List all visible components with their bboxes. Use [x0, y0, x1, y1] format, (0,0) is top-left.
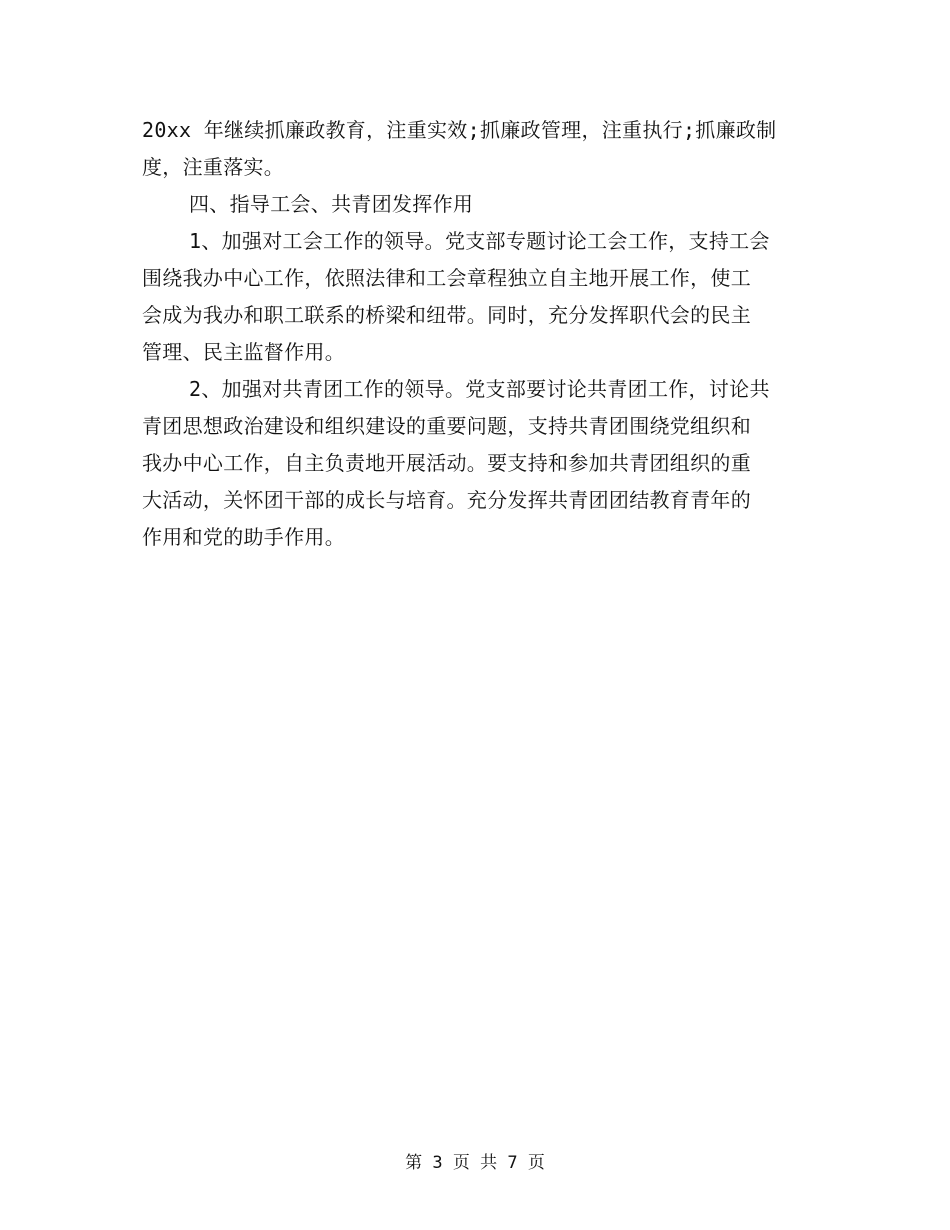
section-heading: [142, 186, 810, 223]
page-number-footer: 第 3 页 共 7 页: [405, 1153, 545, 1173]
text-line: 作用和党的助手作用。: [142, 525, 345, 549]
text-line: 20xx 年继续抓廉政教育，注重实效;抓廉政管理，注重执行;抓廉政制: [142, 118, 777, 142]
text-line: 1、加强对工会工作的领导。党支部专题讨论工会工作，支持工会: [189, 229, 770, 253]
text-line: 管理、民主监督作用。: [142, 340, 345, 364]
text-line: 2、加强对共青团工作的领导。党支部要讨论共青团工作，讨论共: [189, 377, 770, 401]
text-line: 大活动，关怀团干部的成长与培育。充分发挥共青团团结教育青年的: [142, 488, 751, 512]
text-line: 四、指导工会、共青团发挥作用: [189, 192, 474, 216]
text-line: 围绕我办中心工作，依照法律和工会章程独立自主地开展工作，使工: [142, 266, 751, 290]
paragraph: [142, 223, 810, 371]
text-line: 会成为我办和职工联系的桥梁和纽带。同时，充分发挥职代会的民主: [142, 303, 751, 327]
document-body: [142, 112, 810, 556]
paragraph: [142, 112, 810, 186]
text-line: 我办中心工作，自主负责地开展活动。要支持和参加共青团组织的重: [142, 451, 751, 475]
paragraph: [142, 371, 810, 556]
text-line: 度，注重落实。: [142, 155, 285, 179]
text-line: 青团思想政治建设和组织建设的重要问题，支持共青团围绕党组织和: [142, 414, 751, 438]
